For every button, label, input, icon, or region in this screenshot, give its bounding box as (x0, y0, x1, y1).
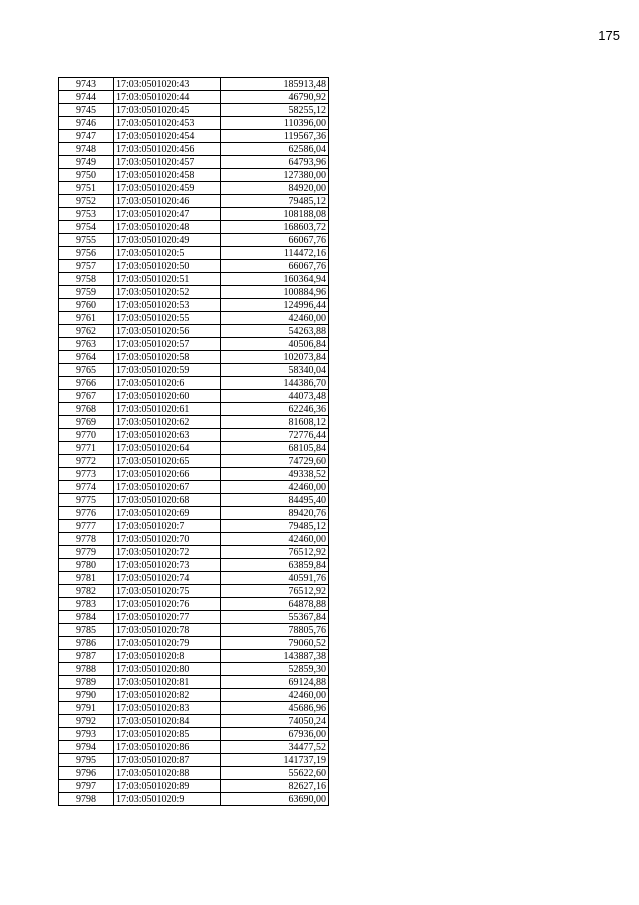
table-row (59, 442, 329, 455)
cadastral-number-cell: 17:03:0501020:66 (114, 468, 221, 481)
value-cell: 72776,44 (221, 429, 329, 442)
cadastral-number-cell: 17:03:0501020:73 (114, 559, 221, 572)
row-number-cell: 9763 (59, 338, 114, 351)
cadastral-number-cell: 17:03:0501020:7 (114, 520, 221, 533)
value-cell: 45686,96 (221, 702, 329, 715)
value-cell: 110396,00 (221, 117, 329, 130)
cadastral-number-cell: 17:03:0501020:63 (114, 429, 221, 442)
value-cell: 74050,24 (221, 715, 329, 728)
table-row (59, 585, 329, 598)
table-row (59, 78, 329, 91)
row-number-cell: 9746 (59, 117, 114, 130)
table-row (59, 208, 329, 221)
value-cell: 42460,00 (221, 481, 329, 494)
table-row (59, 325, 329, 338)
row-number-cell: 9795 (59, 754, 114, 767)
value-cell: 49338,52 (221, 468, 329, 481)
row-number-cell: 9761 (59, 312, 114, 325)
table-row (59, 754, 329, 767)
value-cell: 89420,76 (221, 507, 329, 520)
cadastral-number-cell: 17:03:0501020:69 (114, 507, 221, 520)
cadastral-number-cell: 17:03:0501020:68 (114, 494, 221, 507)
cadastral-number-cell: 17:03:0501020:76 (114, 598, 221, 611)
cadastral-number-cell: 17:03:0501020:6 (114, 377, 221, 390)
table-row (59, 767, 329, 780)
cadastral-number-cell: 17:03:0501020:64 (114, 442, 221, 455)
table-row (59, 455, 329, 468)
row-number-cell: 9754 (59, 221, 114, 234)
row-number-cell: 9787 (59, 650, 114, 663)
row-number-cell: 9792 (59, 715, 114, 728)
table-row (59, 416, 329, 429)
row-number-cell: 9765 (59, 364, 114, 377)
cadastral-number-cell: 17:03:0501020:67 (114, 481, 221, 494)
cadastral-number-cell: 17:03:0501020:56 (114, 325, 221, 338)
table-row (59, 793, 329, 806)
cadastral-number-cell: 17:03:0501020:60 (114, 390, 221, 403)
value-cell: 55367,84 (221, 611, 329, 624)
table-body (59, 78, 329, 806)
value-cell: 64878,88 (221, 598, 329, 611)
row-number-cell: 9768 (59, 403, 114, 416)
value-cell: 67936,00 (221, 728, 329, 741)
row-number-cell: 9759 (59, 286, 114, 299)
row-number-cell: 9798 (59, 793, 114, 806)
value-cell: 52859,30 (221, 663, 329, 676)
value-cell: 82627,16 (221, 780, 329, 793)
cadastral-number-cell: 17:03:0501020:72 (114, 546, 221, 559)
value-cell: 185913,48 (221, 78, 329, 91)
table-row (59, 364, 329, 377)
table-row (59, 715, 329, 728)
row-number-cell: 9791 (59, 702, 114, 715)
cadastral-number-cell: 17:03:0501020:77 (114, 611, 221, 624)
value-cell: 42460,00 (221, 312, 329, 325)
cadastral-number-cell: 17:03:0501020:454 (114, 130, 221, 143)
table-row (59, 182, 329, 195)
cadastral-number-cell: 17:03:0501020:86 (114, 741, 221, 754)
cadastral-number-cell: 17:03:0501020:87 (114, 754, 221, 767)
value-cell: 84495,40 (221, 494, 329, 507)
row-number-cell: 9749 (59, 156, 114, 169)
table-row (59, 468, 329, 481)
cadastral-number-cell: 17:03:0501020:55 (114, 312, 221, 325)
cadastral-number-cell: 17:03:0501020:89 (114, 780, 221, 793)
row-number-cell: 9777 (59, 520, 114, 533)
value-cell: 40506,84 (221, 338, 329, 351)
row-number-cell: 9780 (59, 559, 114, 572)
cadastral-number-cell: 17:03:0501020:9 (114, 793, 221, 806)
row-number-cell: 9743 (59, 78, 114, 91)
cadastral-number-cell: 17:03:0501020:459 (114, 182, 221, 195)
row-number-cell: 9751 (59, 182, 114, 195)
cadastral-number-cell: 17:03:0501020:45 (114, 104, 221, 117)
value-cell: 168603,72 (221, 221, 329, 234)
table-row (59, 728, 329, 741)
row-number-cell: 9789 (59, 676, 114, 689)
value-cell: 42460,00 (221, 533, 329, 546)
table-row (59, 169, 329, 182)
row-number-cell: 9772 (59, 455, 114, 468)
cadastral-number-cell: 17:03:0501020:53 (114, 299, 221, 312)
value-cell: 58340,04 (221, 364, 329, 377)
value-cell: 55622,60 (221, 767, 329, 780)
table-row (59, 507, 329, 520)
row-number-cell: 9748 (59, 143, 114, 156)
value-cell: 44073,48 (221, 390, 329, 403)
cadastral-number-cell: 17:03:0501020:80 (114, 663, 221, 676)
cadastral-number-cell: 17:03:0501020:51 (114, 273, 221, 286)
cadastral-number-cell: 17:03:0501020:81 (114, 676, 221, 689)
row-number-cell: 9747 (59, 130, 114, 143)
row-number-cell: 9745 (59, 104, 114, 117)
row-number-cell: 9760 (59, 299, 114, 312)
row-number-cell: 9773 (59, 468, 114, 481)
value-cell: 114472,16 (221, 247, 329, 260)
row-number-cell: 9758 (59, 273, 114, 286)
table-row (59, 221, 329, 234)
value-cell: 79060,52 (221, 637, 329, 650)
cadastral-number-cell: 17:03:0501020:62 (114, 416, 221, 429)
value-cell: 84920,00 (221, 182, 329, 195)
value-cell: 76512,92 (221, 585, 329, 598)
table-row (59, 546, 329, 559)
cadastral-number-cell: 17:03:0501020:83 (114, 702, 221, 715)
cadastral-number-cell: 17:03:0501020:47 (114, 208, 221, 221)
cadastral-number-cell: 17:03:0501020:453 (114, 117, 221, 130)
row-number-cell: 9788 (59, 663, 114, 676)
table-row (59, 286, 329, 299)
table-row (59, 611, 329, 624)
table-row (59, 520, 329, 533)
value-cell: 78805,76 (221, 624, 329, 637)
value-cell: 79485,12 (221, 195, 329, 208)
cadastral-number-cell: 17:03:0501020:44 (114, 91, 221, 104)
row-number-cell: 9794 (59, 741, 114, 754)
cadastral-number-cell: 17:03:0501020:70 (114, 533, 221, 546)
table-row (59, 104, 329, 117)
table-row (59, 429, 329, 442)
table-row (59, 663, 329, 676)
table-row (59, 780, 329, 793)
value-cell: 42460,00 (221, 689, 329, 702)
cadastral-number-cell: 17:03:0501020:78 (114, 624, 221, 637)
row-number-cell: 9793 (59, 728, 114, 741)
cadastral-number-cell: 17:03:0501020:456 (114, 143, 221, 156)
value-cell: 74729,60 (221, 455, 329, 468)
table-row (59, 234, 329, 247)
row-number-cell: 9775 (59, 494, 114, 507)
value-cell: 69124,88 (221, 676, 329, 689)
table-row (59, 91, 329, 104)
cadastral-number-cell: 17:03:0501020:58 (114, 351, 221, 364)
cadastral-number-cell: 17:03:0501020:48 (114, 221, 221, 234)
row-number-cell: 9782 (59, 585, 114, 598)
value-cell: 76512,92 (221, 546, 329, 559)
cadastral-number-cell: 17:03:0501020:5 (114, 247, 221, 260)
cadastral-number-cell: 17:03:0501020:49 (114, 234, 221, 247)
cadastral-number-cell: 17:03:0501020:43 (114, 78, 221, 91)
cadastral-number-cell: 17:03:0501020:46 (114, 195, 221, 208)
row-number-cell: 9786 (59, 637, 114, 650)
cadastral-number-cell: 17:03:0501020:59 (114, 364, 221, 377)
row-number-cell: 9776 (59, 507, 114, 520)
table-row (59, 702, 329, 715)
table-row (59, 741, 329, 754)
table-row (59, 676, 329, 689)
cadastral-number-cell: 17:03:0501020:79 (114, 637, 221, 650)
row-number-cell: 9767 (59, 390, 114, 403)
row-number-cell: 9757 (59, 260, 114, 273)
value-cell: 81608,12 (221, 416, 329, 429)
table-row (59, 299, 329, 312)
cadastral-number-cell: 17:03:0501020:457 (114, 156, 221, 169)
value-cell: 46790,92 (221, 91, 329, 104)
table-row (59, 572, 329, 585)
table-row (59, 377, 329, 390)
cadastral-number-cell: 17:03:0501020:88 (114, 767, 221, 780)
table-row (59, 273, 329, 286)
row-number-cell: 9778 (59, 533, 114, 546)
data-table (58, 77, 329, 806)
table-row (59, 351, 329, 364)
row-number-cell: 9783 (59, 598, 114, 611)
table-row (59, 338, 329, 351)
cadastral-number-cell: 17:03:0501020:84 (114, 715, 221, 728)
row-number-cell: 9752 (59, 195, 114, 208)
value-cell: 124996,44 (221, 299, 329, 312)
value-cell: 102073,84 (221, 351, 329, 364)
cadastral-number-cell: 17:03:0501020:74 (114, 572, 221, 585)
cadastral-number-cell: 17:03:0501020:50 (114, 260, 221, 273)
cadastral-number-cell: 17:03:0501020:85 (114, 728, 221, 741)
row-number-cell: 9774 (59, 481, 114, 494)
value-cell: 79485,12 (221, 520, 329, 533)
value-cell: 63859,84 (221, 559, 329, 572)
value-cell: 119567,36 (221, 130, 329, 143)
value-cell: 66067,76 (221, 234, 329, 247)
table-row (59, 533, 329, 546)
value-cell: 66067,76 (221, 260, 329, 273)
table-row (59, 624, 329, 637)
value-cell: 58255,12 (221, 104, 329, 117)
cadastral-number-cell: 17:03:0501020:65 (114, 455, 221, 468)
row-number-cell: 9796 (59, 767, 114, 780)
table-row (59, 117, 329, 130)
value-cell: 40591,76 (221, 572, 329, 585)
value-cell: 100884,96 (221, 286, 329, 299)
table-row (59, 403, 329, 416)
cadastral-number-cell: 17:03:0501020:82 (114, 689, 221, 702)
table-row (59, 130, 329, 143)
row-number-cell: 9756 (59, 247, 114, 260)
table-row (59, 312, 329, 325)
table-row (59, 143, 329, 156)
value-cell: 108188,08 (221, 208, 329, 221)
table-row (59, 156, 329, 169)
row-number-cell: 9771 (59, 442, 114, 455)
row-number-cell: 9769 (59, 416, 114, 429)
value-cell: 62586,04 (221, 143, 329, 156)
value-cell: 62246,36 (221, 403, 329, 416)
table-row (59, 559, 329, 572)
row-number-cell: 9744 (59, 91, 114, 104)
row-number-cell: 9784 (59, 611, 114, 624)
cadastral-number-cell: 17:03:0501020:75 (114, 585, 221, 598)
row-number-cell: 9781 (59, 572, 114, 585)
cadastral-number-cell: 17:03:0501020:458 (114, 169, 221, 182)
table-row (59, 598, 329, 611)
value-cell: 68105,84 (221, 442, 329, 455)
cadastral-number-cell: 17:03:0501020:61 (114, 403, 221, 416)
value-cell: 54263,88 (221, 325, 329, 338)
row-number-cell: 9753 (59, 208, 114, 221)
value-cell: 144386,70 (221, 377, 329, 390)
row-number-cell: 9790 (59, 689, 114, 702)
page-number: 175 (598, 28, 620, 43)
table-row (59, 481, 329, 494)
value-cell: 127380,00 (221, 169, 329, 182)
table-row (59, 650, 329, 663)
cadastral-number-cell: 17:03:0501020:52 (114, 286, 221, 299)
row-number-cell: 9770 (59, 429, 114, 442)
cadastral-number-cell: 17:03:0501020:57 (114, 338, 221, 351)
table-row (59, 390, 329, 403)
row-number-cell: 9797 (59, 780, 114, 793)
table-row (59, 195, 329, 208)
table-row (59, 260, 329, 273)
table-row (59, 494, 329, 507)
table-row (59, 689, 329, 702)
row-number-cell: 9785 (59, 624, 114, 637)
value-cell: 141737,19 (221, 754, 329, 767)
table-row (59, 637, 329, 650)
value-cell: 34477,52 (221, 741, 329, 754)
value-cell: 143887,38 (221, 650, 329, 663)
row-number-cell: 9755 (59, 234, 114, 247)
row-number-cell: 9766 (59, 377, 114, 390)
row-number-cell: 9762 (59, 325, 114, 338)
value-cell: 63690,00 (221, 793, 329, 806)
row-number-cell: 9764 (59, 351, 114, 364)
table-row (59, 247, 329, 260)
value-cell: 64793,96 (221, 156, 329, 169)
row-number-cell: 9779 (59, 546, 114, 559)
row-number-cell: 9750 (59, 169, 114, 182)
value-cell: 160364,94 (221, 273, 329, 286)
cadastral-number-cell: 17:03:0501020:8 (114, 650, 221, 663)
